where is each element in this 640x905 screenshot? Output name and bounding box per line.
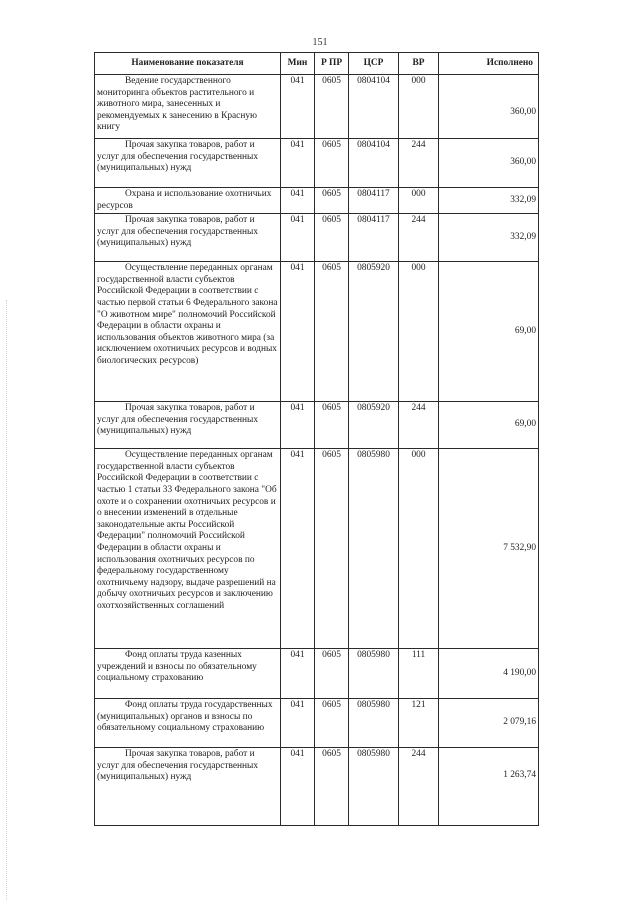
row-csr: 0805980 (349, 649, 399, 699)
row-name: Осуществление переданных органам государственной власти субъектов Российской Федерации в соответствии с частью первой статьи 6 Федерального закона "О животном мире" полномочий Российской Федерации в области охраны и использования объектов животного мира (за исключением охотничьих ресурсов и водных биологических ресурсов) (95, 262, 281, 402)
table-row (95, 402, 539, 449)
row-rpr: 0605 (315, 699, 349, 748)
row-min: 041 (281, 748, 315, 826)
header-rpr: Р ПР (315, 53, 349, 75)
row-vr: 000 (399, 188, 439, 214)
row-name: Ведение государственного мониторинга объектов растительного и животного мира, занесенных и рекомендуемых к занесению в Красную книгу (95, 75, 281, 139)
row-vr: 244 (399, 402, 439, 449)
table-row (95, 214, 539, 262)
row-value: 360,00 (439, 75, 539, 139)
row-value: 2 079,16 (439, 699, 539, 748)
table-row (95, 75, 539, 139)
row-name: Прочая закупка товаров, работ и услуг для обеспечения государственных (муниципальных) нужд (95, 748, 281, 826)
header-result: Исполнено (439, 53, 539, 75)
table-row (95, 699, 539, 748)
row-value: 360,00 (439, 139, 539, 188)
row-value: 332,09 (439, 214, 539, 262)
scan-margin-line (6, 300, 7, 900)
row-rpr: 0605 (315, 214, 349, 262)
table-row (95, 449, 539, 649)
row-min: 041 (281, 188, 315, 214)
row-value: 69,00 (439, 262, 539, 402)
row-csr: 0805980 (349, 449, 399, 649)
row-rpr: 0605 (315, 262, 349, 402)
row-csr: 0804117 (349, 214, 399, 262)
row-name: Прочая закупка товаров, работ и услуг для обеспечения государственных (муниципальных) нужд (95, 402, 281, 449)
header-vr: ВР (399, 53, 439, 75)
row-rpr: 0605 (315, 139, 349, 188)
row-rpr: 0605 (315, 748, 349, 826)
row-vr: 000 (399, 262, 439, 402)
table-header-row (95, 53, 539, 75)
table-row (95, 649, 539, 699)
row-name: Фонд оплаты труда казенных учреждений и взносы по обязательному социальному страхованию (95, 649, 281, 699)
table-row (95, 262, 539, 402)
row-rpr: 0605 (315, 402, 349, 449)
row-value: 1 263,74 (439, 748, 539, 826)
row-vr: 121 (399, 699, 439, 748)
row-csr: 0805980 (349, 699, 399, 748)
header-csr: ЦСР (349, 53, 399, 75)
row-name: Прочая закупка товаров, работ и услуг для обеспечения государственных (муниципальных) нужд (95, 139, 281, 188)
row-vr: 000 (399, 449, 439, 649)
row-vr: 244 (399, 139, 439, 188)
row-rpr: 0605 (315, 188, 349, 214)
row-min: 041 (281, 649, 315, 699)
row-value: 4 190,00 (439, 649, 539, 699)
row-vr: 244 (399, 214, 439, 262)
row-name: Прочая закупка товаров, работ и услуг для обеспечения государственных (муниципальных) нужд (95, 214, 281, 262)
table-row (95, 139, 539, 188)
row-csr: 0805980 (349, 748, 399, 826)
row-csr: 0804117 (349, 188, 399, 214)
row-vr: 244 (399, 748, 439, 826)
row-vr: 111 (399, 649, 439, 699)
row-min: 041 (281, 139, 315, 188)
row-min: 041 (281, 75, 315, 139)
row-csr: 0804104 (349, 75, 399, 139)
row-name: Фонд оплаты труда государственных (муниципальных) органов и взносы по обязательному социальному страхованию (95, 699, 281, 748)
row-name: Охрана и использование охотничьих ресурсов (95, 188, 281, 214)
row-min: 041 (281, 262, 315, 402)
row-vr: 000 (399, 75, 439, 139)
row-value: 7 532,90 (439, 449, 539, 649)
row-value: 332,09 (439, 188, 539, 214)
row-min: 041 (281, 699, 315, 748)
row-min: 041 (281, 214, 315, 262)
budget-execution-table (94, 52, 539, 826)
row-min: 041 (281, 449, 315, 649)
row-csr: 0805920 (349, 402, 399, 449)
row-name: Осуществление переданных органам государственной власти субъектов Российской Федерации в соответствии с частью 1 статьи 33 Федерального закона "Об охоте и о сохранении охотничьих ресурсов и о внесении изменений в отдельные законодательные акты Российской Федерации" полномочий Российской Федерации в области охраны и использования охотничьих ресурсов по федеральному государственному охотничьему надзору, выдаче разрешений на добычу охотничьих ресурсов и заключению охотхозяйственных соглашений (95, 449, 281, 649)
header-name: Наименование показателя (95, 53, 281, 75)
row-rpr: 0605 (315, 75, 349, 139)
row-rpr: 0605 (315, 449, 349, 649)
row-csr: 0805920 (349, 262, 399, 402)
row-value: 69,00 (439, 402, 539, 449)
row-min: 041 (281, 402, 315, 449)
table-row (95, 748, 539, 826)
table-row (95, 188, 539, 214)
header-min: Мин (281, 53, 315, 75)
page-number: 151 (312, 37, 328, 48)
row-rpr: 0605 (315, 649, 349, 699)
row-csr: 0804104 (349, 139, 399, 188)
